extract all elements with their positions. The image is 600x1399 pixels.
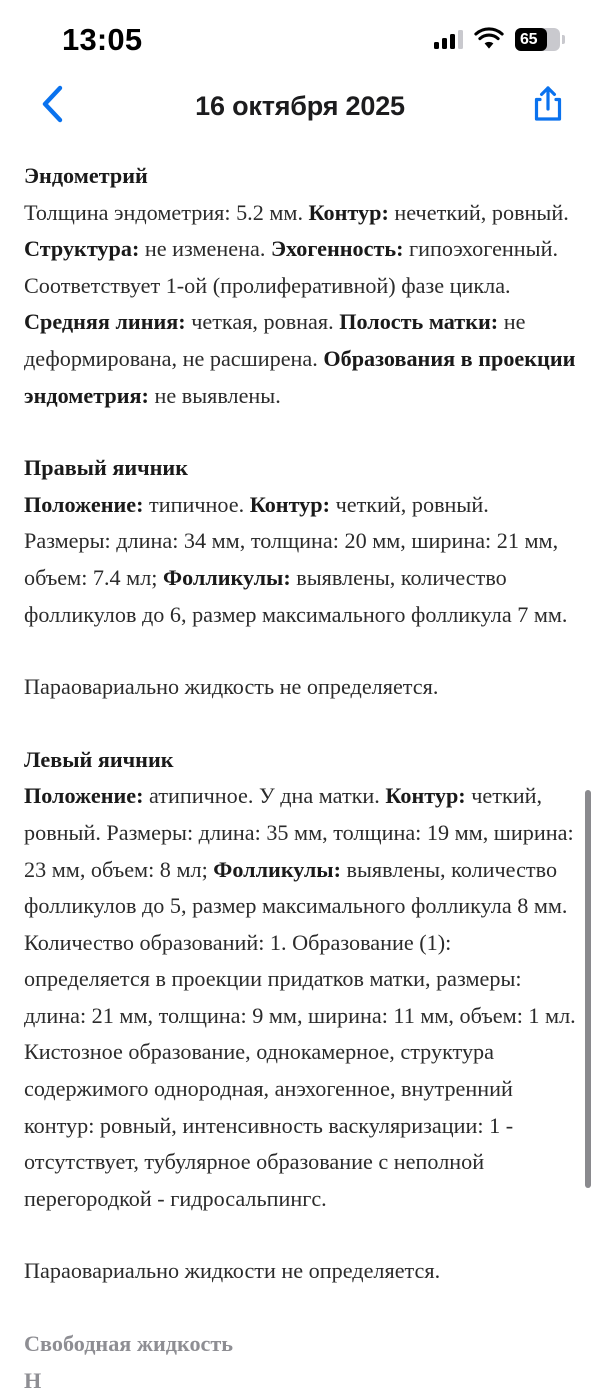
section-heading-faded: Свободная жидкость [24, 1331, 234, 1357]
clipped-next-line: Н [24, 1367, 42, 1393]
field-value: не деформирована, не расширена. [24, 309, 526, 371]
back-button[interactable] [30, 84, 74, 128]
cellular-signal-icon [434, 30, 463, 49]
field-label: Фолликулы: [163, 564, 291, 590]
field-value: Параовариально жидкость не определяется. [24, 674, 439, 700]
section-heading: Левый яичник [24, 746, 174, 772]
section-spacer [24, 414, 576, 450]
vertical-scrollbar[interactable] [585, 790, 591, 1188]
report-paragraph [24, 669, 576, 706]
field-value: Толщина эндометрия: 5.2 мм. [24, 199, 309, 225]
paragraph-spacer [24, 1217, 576, 1253]
report-paragraph [24, 487, 576, 633]
section-heading: Правый яичник [24, 455, 188, 481]
field-value: не выявлены. [148, 382, 281, 408]
field-value: атипичное. У дна матки. [143, 783, 386, 809]
battery-percent-label: 65 [520, 30, 538, 48]
field-value: гипоэхогенный. Соответствует 1-ой (пролиферативной) фазе цикла. [24, 236, 558, 298]
field-label: Контур: [385, 783, 466, 809]
field-value: не изменена. [139, 236, 271, 262]
field-value: четкий, ровный. Размеры: длина: 35 мм, толщина: 19 мм, ширина: 23 мм, объем: 8 мл; [24, 783, 574, 882]
field-label: Контур: [249, 491, 331, 517]
section-heading: Эндометрий [24, 163, 148, 188]
field-value: типичное. [143, 491, 250, 517]
report-body [24, 158, 576, 1393]
status-bar [0, 0, 600, 72]
wifi-icon [475, 29, 503, 50]
field-value: Параовариально жидкости не определяется. [24, 1258, 441, 1284]
report-paragraph [24, 195, 576, 415]
field-value: выявлены, количество фолликулов до 6, размер максимального фолликула 7 мм. [24, 564, 568, 627]
field-value: нечеткий, ровный. [388, 199, 569, 225]
section-spacer [24, 706, 576, 742]
field-label: Полость матки: [339, 309, 499, 335]
field-value: четкий, ровный. Размеры: длина: 34 мм, толщина: 20 мм, ширина: 21 мм, объем: 7.4 мл; [24, 491, 559, 590]
field-label: Эхогенность: [270, 236, 404, 262]
field-label: Средняя линия: [24, 309, 186, 335]
report-paragraph [24, 1253, 576, 1290]
status-bar-indicators [434, 22, 560, 51]
share-button[interactable] [526, 84, 570, 128]
paragraph-spacer [24, 633, 576, 669]
field-label: Положение: [24, 491, 144, 517]
field-label: Фолликулы: [213, 856, 341, 882]
section-spacer [24, 1290, 576, 1326]
navigation-bar [0, 72, 600, 140]
field-label: Положение: [24, 783, 144, 809]
document-scroll-area[interactable] [0, 140, 600, 1393]
field-value: четкая, ровная. [185, 309, 340, 335]
field-label: Образования в проекции эндометрия: [24, 345, 576, 408]
status-bar-clock: 13:05 [62, 21, 143, 57]
field-label: Контур: [308, 199, 389, 225]
battery-icon [515, 28, 560, 51]
field-value: выявлены, количество фолликулов до 5, размер максимального фолликула 8 мм. Количество образований: 1. Образование (1): определяется в проекции придатков матки, размеры: длина: 21 мм, толщина: 9 мм, ширина: 11 мм, объем: 1 мл. Кистозное образование, однокамерное, структура содержимого однородная, анэхогенное, внутренний контур: ровный, интенсивность васкуляризации: 1 - отсутствует, тубулярное образование с неполной перегородкой - гидросальпингс. [24, 856, 576, 1211]
page-title: 16 октября 2025 [195, 90, 405, 121]
field-label: Структура: [24, 236, 140, 262]
share-icon [533, 86, 563, 127]
chevron-left-icon [41, 85, 63, 128]
report-paragraph [24, 778, 576, 1217]
